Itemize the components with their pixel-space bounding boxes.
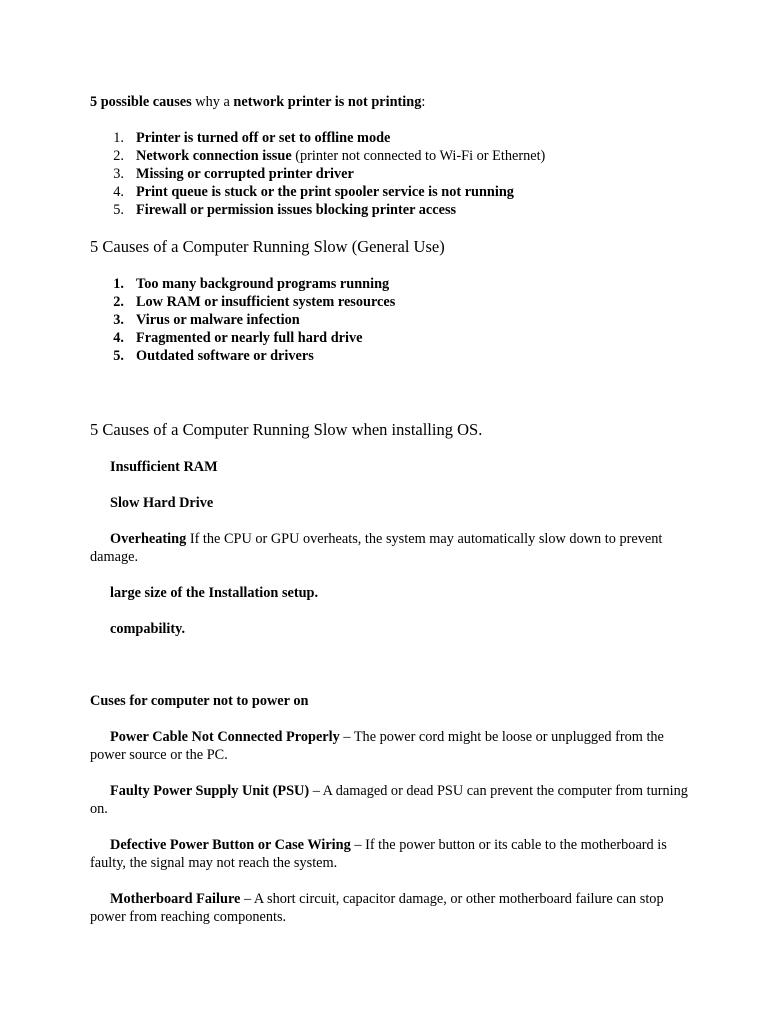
item-rest: – A short circuit, capacitor damage, or other motherboard failure can stop power from reaching components. xyxy=(90,891,664,925)
list-item xyxy=(90,329,690,347)
item-rest: If the CPU or GPU overheats, the system may automatically slow down to prevent damage. xyxy=(90,531,663,565)
no-power-heading: Cuses for computer not to power on xyxy=(90,693,309,709)
list-item-bold: Printer is turned off or set to offline mode xyxy=(136,130,391,146)
list-item-bold: Network connection issue xyxy=(136,148,292,164)
slow-install-heading: 5 Causes of a Computer Running Slow when installing OS. xyxy=(90,420,483,439)
item-bold: compability. xyxy=(110,621,186,637)
list-item-text: Too many background programs running xyxy=(136,276,390,292)
intro-topic: network printer is not printing xyxy=(233,94,422,110)
slow-install-item xyxy=(90,458,690,476)
item-bold: Motherboard Failure xyxy=(110,891,241,907)
list-item xyxy=(90,129,690,147)
slow-general-list xyxy=(90,275,690,365)
item-bold: Insufficient RAM xyxy=(110,459,218,475)
item-bold: Slow Hard Drive xyxy=(110,495,214,511)
item-bold: Faulty Power Supply Unit (PSU) xyxy=(110,783,310,799)
item-bold: Power Cable Not Connected Properly xyxy=(110,729,340,745)
list-item xyxy=(90,275,690,293)
slow-general-heading: 5 Causes of a Computer Running Slow (General Use) xyxy=(90,237,445,256)
no-power-item xyxy=(90,728,690,764)
list-item-bold: Print queue is stuck or the print spooler service is not running xyxy=(136,184,514,200)
list-number: 4. xyxy=(113,330,124,346)
item-bold: large size of the Installation setup. xyxy=(110,585,319,601)
slow-install-item xyxy=(90,584,690,602)
list-number: 3. xyxy=(113,312,124,328)
list-item xyxy=(90,201,690,219)
no-power-item xyxy=(90,836,690,872)
item-bold: Defective Power Button or Case Wiring xyxy=(110,837,351,853)
no-power-item xyxy=(90,782,690,818)
list-number: 5. xyxy=(113,348,124,364)
slow-install-item xyxy=(90,494,690,512)
list-item xyxy=(90,183,690,201)
list-number: 1. xyxy=(113,130,124,146)
item-rest: – The power cord might be loose or unplugged from the power source or the PC. xyxy=(90,729,664,763)
list-number: 2. xyxy=(113,148,124,164)
list-number: 3. xyxy=(113,166,124,182)
list-number: 2. xyxy=(113,294,124,310)
list-item-text: Fragmented or nearly full hard drive xyxy=(136,330,363,346)
list-item-text: Low RAM or insufficient system resources xyxy=(136,294,396,310)
list-item-rest: (printer not connected to Wi-Fi or Ethernet) xyxy=(291,148,546,164)
item-rest: – If the power button or its cable to the motherboard is faulty, the signal may not reach the system. xyxy=(90,837,667,871)
list-item xyxy=(90,311,690,329)
list-number: 4. xyxy=(113,184,124,200)
list-number: 1. xyxy=(113,276,124,292)
list-item-bold: Missing or corrupted printer driver xyxy=(136,166,354,182)
list-item-text: Outdated software or drivers xyxy=(136,348,314,364)
list-number: 5. xyxy=(113,202,124,218)
list-item-bold: Firewall or permission issues blocking printer access xyxy=(136,202,457,218)
list-item xyxy=(90,347,690,365)
intro-lead: 5 possible causes xyxy=(90,94,192,110)
list-item xyxy=(90,147,690,165)
list-item xyxy=(90,293,690,311)
item-rest: – A damaged or dead PSU can prevent the computer from turning on. xyxy=(90,783,688,817)
intro-line xyxy=(90,93,690,111)
list-item-text: Virus or malware infection xyxy=(136,312,300,328)
no-power-item xyxy=(90,890,690,926)
printer-causes-list xyxy=(90,129,690,219)
intro-end: : xyxy=(421,94,426,110)
list-item xyxy=(90,165,690,183)
intro-mid: why a xyxy=(191,94,234,110)
slow-install-item xyxy=(90,530,690,566)
item-bold: Overheating xyxy=(110,531,187,547)
slow-install-item xyxy=(90,620,690,638)
